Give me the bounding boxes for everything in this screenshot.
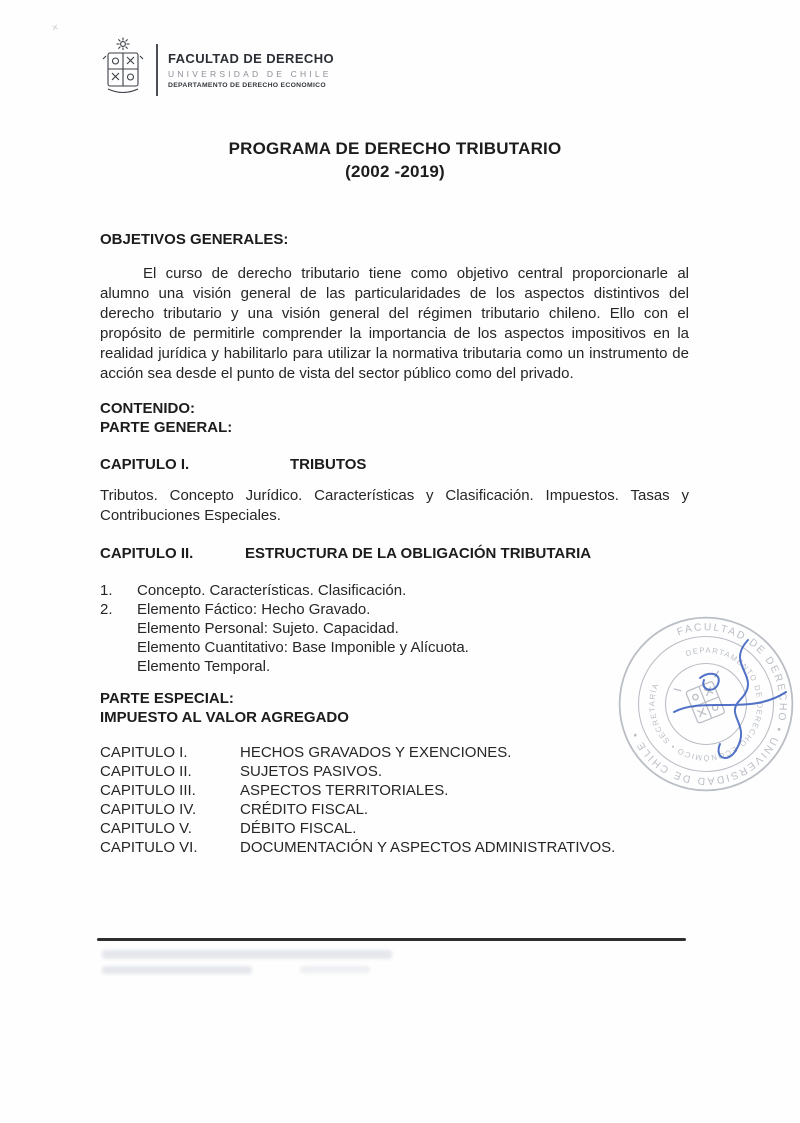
- document-title-line2: (2002 -2019): [345, 162, 445, 181]
- list-item-number: [100, 638, 137, 657]
- ghost-bleedthrough-text: [300, 966, 370, 973]
- table-row: [100, 743, 689, 762]
- university-crest-icon: [100, 36, 146, 103]
- scan-artifact-mark: ×: [50, 21, 60, 35]
- chapter1-heading: [100, 455, 689, 475]
- chapter2-label: CAPITULO II.: [100, 545, 194, 562]
- stamp-inner-text: DEPARTAMENTO DE DERECHO ECONÓMICO • SECRETARÍA: [647, 645, 765, 763]
- list-item: [100, 619, 689, 638]
- chapter-label: CAPITULO VI.: [100, 839, 198, 856]
- objectives-heading: OBJETIVOS GENERALES:: [100, 231, 289, 248]
- chapter1-title: TRIBUTOS: [290, 456, 367, 473]
- list-item-text: Elemento Personal: Sujeto. Capacidad.: [137, 620, 399, 637]
- iva-heading: IMPUESTO AL VALOR AGREGADO: [100, 709, 349, 726]
- chapter-title: HECHOS GRAVADOS Y EXENCIONES.: [240, 744, 512, 761]
- chapter-label: CAPITULO II.: [100, 763, 192, 780]
- chapter-label: CAPITULO IV.: [100, 801, 197, 818]
- document-title: [0, 137, 790, 183]
- list-item-number: [100, 619, 137, 638]
- special-chapter-list: [100, 743, 689, 857]
- letterhead-department: DEPARTAMENTO DE DERECHO ECONOMICO: [168, 81, 326, 89]
- chapter-title: DÉBITO FISCAL.: [240, 820, 357, 837]
- footer-divider: [97, 938, 686, 941]
- letterhead-university: UNIVERSIDAD DE CHILE: [168, 68, 332, 79]
- ghost-bleedthrough-text: [102, 950, 392, 959]
- table-row: [100, 762, 689, 781]
- contenido-heading: CONTENIDO:: [100, 400, 195, 417]
- list-item-text: Elemento Cuantitativo: Base Imponible y Alícuota.: [137, 639, 469, 656]
- document-body: [100, 230, 689, 857]
- chapter1-label: CAPITULO I.: [100, 456, 190, 473]
- chapter-title: ASPECTOS TERRITORIALES.: [240, 782, 449, 799]
- list-item: [100, 600, 689, 619]
- list-item-text: Elemento Temporal.: [137, 658, 271, 675]
- list-item-text: Concepto. Características. Clasificación.: [137, 582, 407, 599]
- table-row: [100, 838, 689, 857]
- list-item-number: 1.: [100, 582, 113, 599]
- stamp-outer-text: FACULTAD DE DERECHO • UNIVERSIDAD DE CHILE •: [629, 622, 788, 786]
- list-item-number: 2.: [100, 601, 113, 618]
- list-item: [100, 581, 689, 600]
- ghost-bleedthrough-text: [102, 966, 252, 974]
- document-title-line1: PROGRAMA DE DERECHO TRIBUTARIO: [228, 139, 562, 158]
- chapter-title: SUJETOS PASIVOS.: [240, 763, 382, 780]
- chapter-label: CAPITULO III.: [100, 782, 196, 799]
- chapter1-body: Tributos. Concepto Jurídico. Características y Clasificación. Impuestos. Tasas y Contribuciones Especiales.: [100, 487, 689, 524]
- parte-general-heading: PARTE GENERAL:: [100, 419, 233, 436]
- chapter2-title: ESTRUCTURA DE LA OBLIGACIÓN TRIBUTARIA: [245, 545, 592, 562]
- list-item-text: Elemento Fáctico: Hecho Gravado.: [137, 601, 371, 618]
- chapter2-heading: [100, 544, 689, 564]
- letterhead-text: [156, 44, 334, 96]
- signature-scribble: [640, 630, 800, 780]
- letterhead: [100, 36, 334, 103]
- objectives-paragraph: El curso de derecho tributario tiene como objetivo central proporcionarle al alumno una visión general de las particularidades de los aspectos distintivos del derecho tributario y una visión general del régimen tributario chileno. Ello con el propósito de permitirle comprender la importancia de los aspectos impositivos en la realidad jurídica y habilitarlo para utilizar la normativa tributaria como un instrumento de acción sea desde el punto de vista del sector público como del privado.: [100, 265, 689, 382]
- list-item-number: [100, 657, 137, 676]
- letterhead-faculty: FACULTAD DE DERECHO: [168, 50, 335, 66]
- chapter-title: CRÉDITO FISCAL.: [240, 801, 369, 818]
- parte-especial-heading: PARTE ESPECIAL:: [100, 690, 234, 707]
- table-row: [100, 781, 689, 800]
- table-row: [100, 819, 689, 838]
- chapter-label: CAPITULO I.: [100, 744, 188, 761]
- table-row: [100, 800, 689, 819]
- chapter-title: DOCUMENTACIÓN Y ASPECTOS ADMINISTRATIVOS.: [240, 839, 616, 856]
- chapter-label: CAPITULO V.: [100, 820, 192, 837]
